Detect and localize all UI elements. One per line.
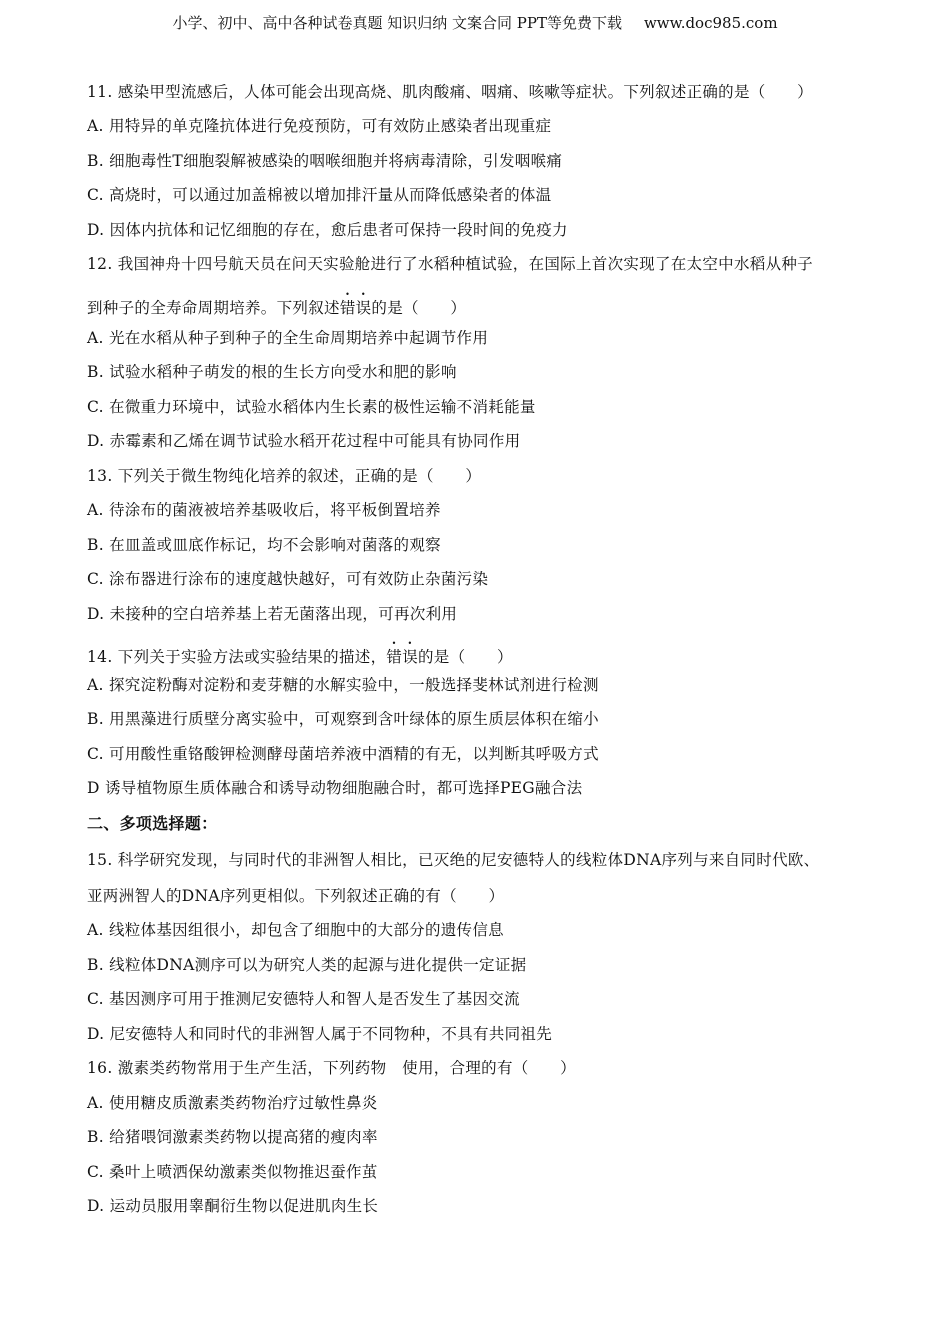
option-a: A. 光在水稻从种子到种子的全生命周期培养中起调节作用 xyxy=(87,329,489,347)
option-d: D. 未接种的空白培养基上若无菌落出现，可再次利用 xyxy=(87,605,458,623)
header-url[interactable]: www.doc985.com xyxy=(643,14,778,32)
question-stem-continued xyxy=(87,290,466,318)
option-c: C. 在微重力环境中，试验水稻体内生长素的极性运输不消耗能量 xyxy=(87,398,536,416)
option-d: D. 运动员服用睾酮衍生物以促进肌肉生长 xyxy=(87,1197,379,1215)
stem-text: 14. 下列关于实验方法或实验结果的描述， xyxy=(87,648,387,666)
question-stem: 12. 我国神舟十四号航天员在问天实验舱进行了水稻种植试验，在国际上首次实现了在太空中水稻从种子 xyxy=(87,255,813,273)
stem-text: 的是（ ） xyxy=(418,648,513,666)
option-b: B. 在皿盖或皿底作标记，均不会影响对菌落的观察 xyxy=(87,536,441,554)
option-d: D. 因体内抗体和记忆细胞的存在，愈后患者可保持一段时间的免疫力 xyxy=(87,221,568,239)
stem-text: 的是（ ） xyxy=(371,299,467,317)
option-b: B. 给猪喂饲激素类药物以提高猪的瘦肉率 xyxy=(87,1128,378,1146)
emphasized-word: 错误 xyxy=(339,299,372,317)
option-a: A. 线粒体基因组很小，却包含了细胞中的大部分的遗传信息 xyxy=(87,921,504,939)
option-c: C. 涂布器进行涂布的速度越快越好，可有效防止杂菌污染 xyxy=(87,570,489,588)
header-text: 小学、初中、高中各种试卷真题 知识归纳 文案合同 PPT等免费下载 xyxy=(172,14,622,32)
option-d: D. 尼安德特人和同时代的非洲智人属于不同物种，不具有共同祖先 xyxy=(87,1025,553,1043)
option-b: B. 细胞毒性T细胞裂解被感染的咽喉细胞并将病毒清除，引发咽喉痛 xyxy=(87,152,563,170)
question-stem-continued: 亚两洲智人的DNA序列更相似。下列叙述正确的有（ ） xyxy=(87,887,505,905)
stem-text: 到种子的全寿命周期培养。下列叙述 xyxy=(87,299,340,317)
question-stem: 11. 感染甲型流感后，人体可能会出现高烧、肌肉酸痛、咽痛、咳嗽等症状。下列叙述正确的是（ ） xyxy=(87,83,813,101)
option-c: C. 高烧时，可以通过加盖棉被以增加排汗量从而降低感染者的体温 xyxy=(87,186,552,204)
emphasized-word: 错误 xyxy=(386,648,418,666)
option-d: D 诱导植物原生质体融合和诱导动物细胞融合时，都可选择PEG融合法 xyxy=(87,779,583,797)
option-a: A. 待涂布的菌液被培养基吸收后，将平板倒置培养 xyxy=(87,501,441,519)
option-b: B. 试验水稻种子萌发的根的生长方向受水和肥的影响 xyxy=(87,363,457,381)
page-header xyxy=(0,12,950,33)
option-c: C. 基因测序可用于推测尼安德特人和智人是否发生了基因交流 xyxy=(87,990,520,1008)
question-stem: 15. 科学研究发现，与同时代的非洲智人相比，已灭绝的尼安德特人的线粒体DNA序列与来自同时代欧、 xyxy=(87,851,820,869)
option-b: B. 用黑藻进行质壁分离实验中，可观察到含叶绿体的原生质层体积在缩小 xyxy=(87,710,599,728)
option-c: C. 可用酸性重铬酸钾检测酵母菌培养液中酒精的有无，以判断其呼吸方式 xyxy=(87,745,599,763)
option-b: B. 线粒体DNA测序可以为研究人类的起源与进化提供一定证据 xyxy=(87,956,527,974)
option-c: C. 桑叶上喷洒保幼激素类似物推迟蚕作茧 xyxy=(87,1163,378,1181)
question-stem: 13. 下列关于微生物纯化培养的叙述，正确的是（ ） xyxy=(87,467,482,485)
option-a: A. 用特异的单克隆抗体进行免疫预防，可有效防止感染者出现重症 xyxy=(87,117,552,135)
section-heading: 二、多项选择题： xyxy=(87,814,218,833)
option-d: D. 赤霉素和乙烯在调节试验水稻开花过程中可能具有协同作用 xyxy=(87,432,521,450)
question-stem xyxy=(87,639,513,667)
option-a: A. 使用糖皮质激素类药物治疗过敏性鼻炎 xyxy=(87,1094,378,1112)
option-a: A. 探究淀粉酶对淀粉和麦芽糖的水解实验中，一般选择斐林试剂进行检测 xyxy=(87,676,599,694)
question-stem: 16. 激素类药物常用于生产生活，下列药物 使用，合理的有（ ） xyxy=(87,1059,576,1077)
